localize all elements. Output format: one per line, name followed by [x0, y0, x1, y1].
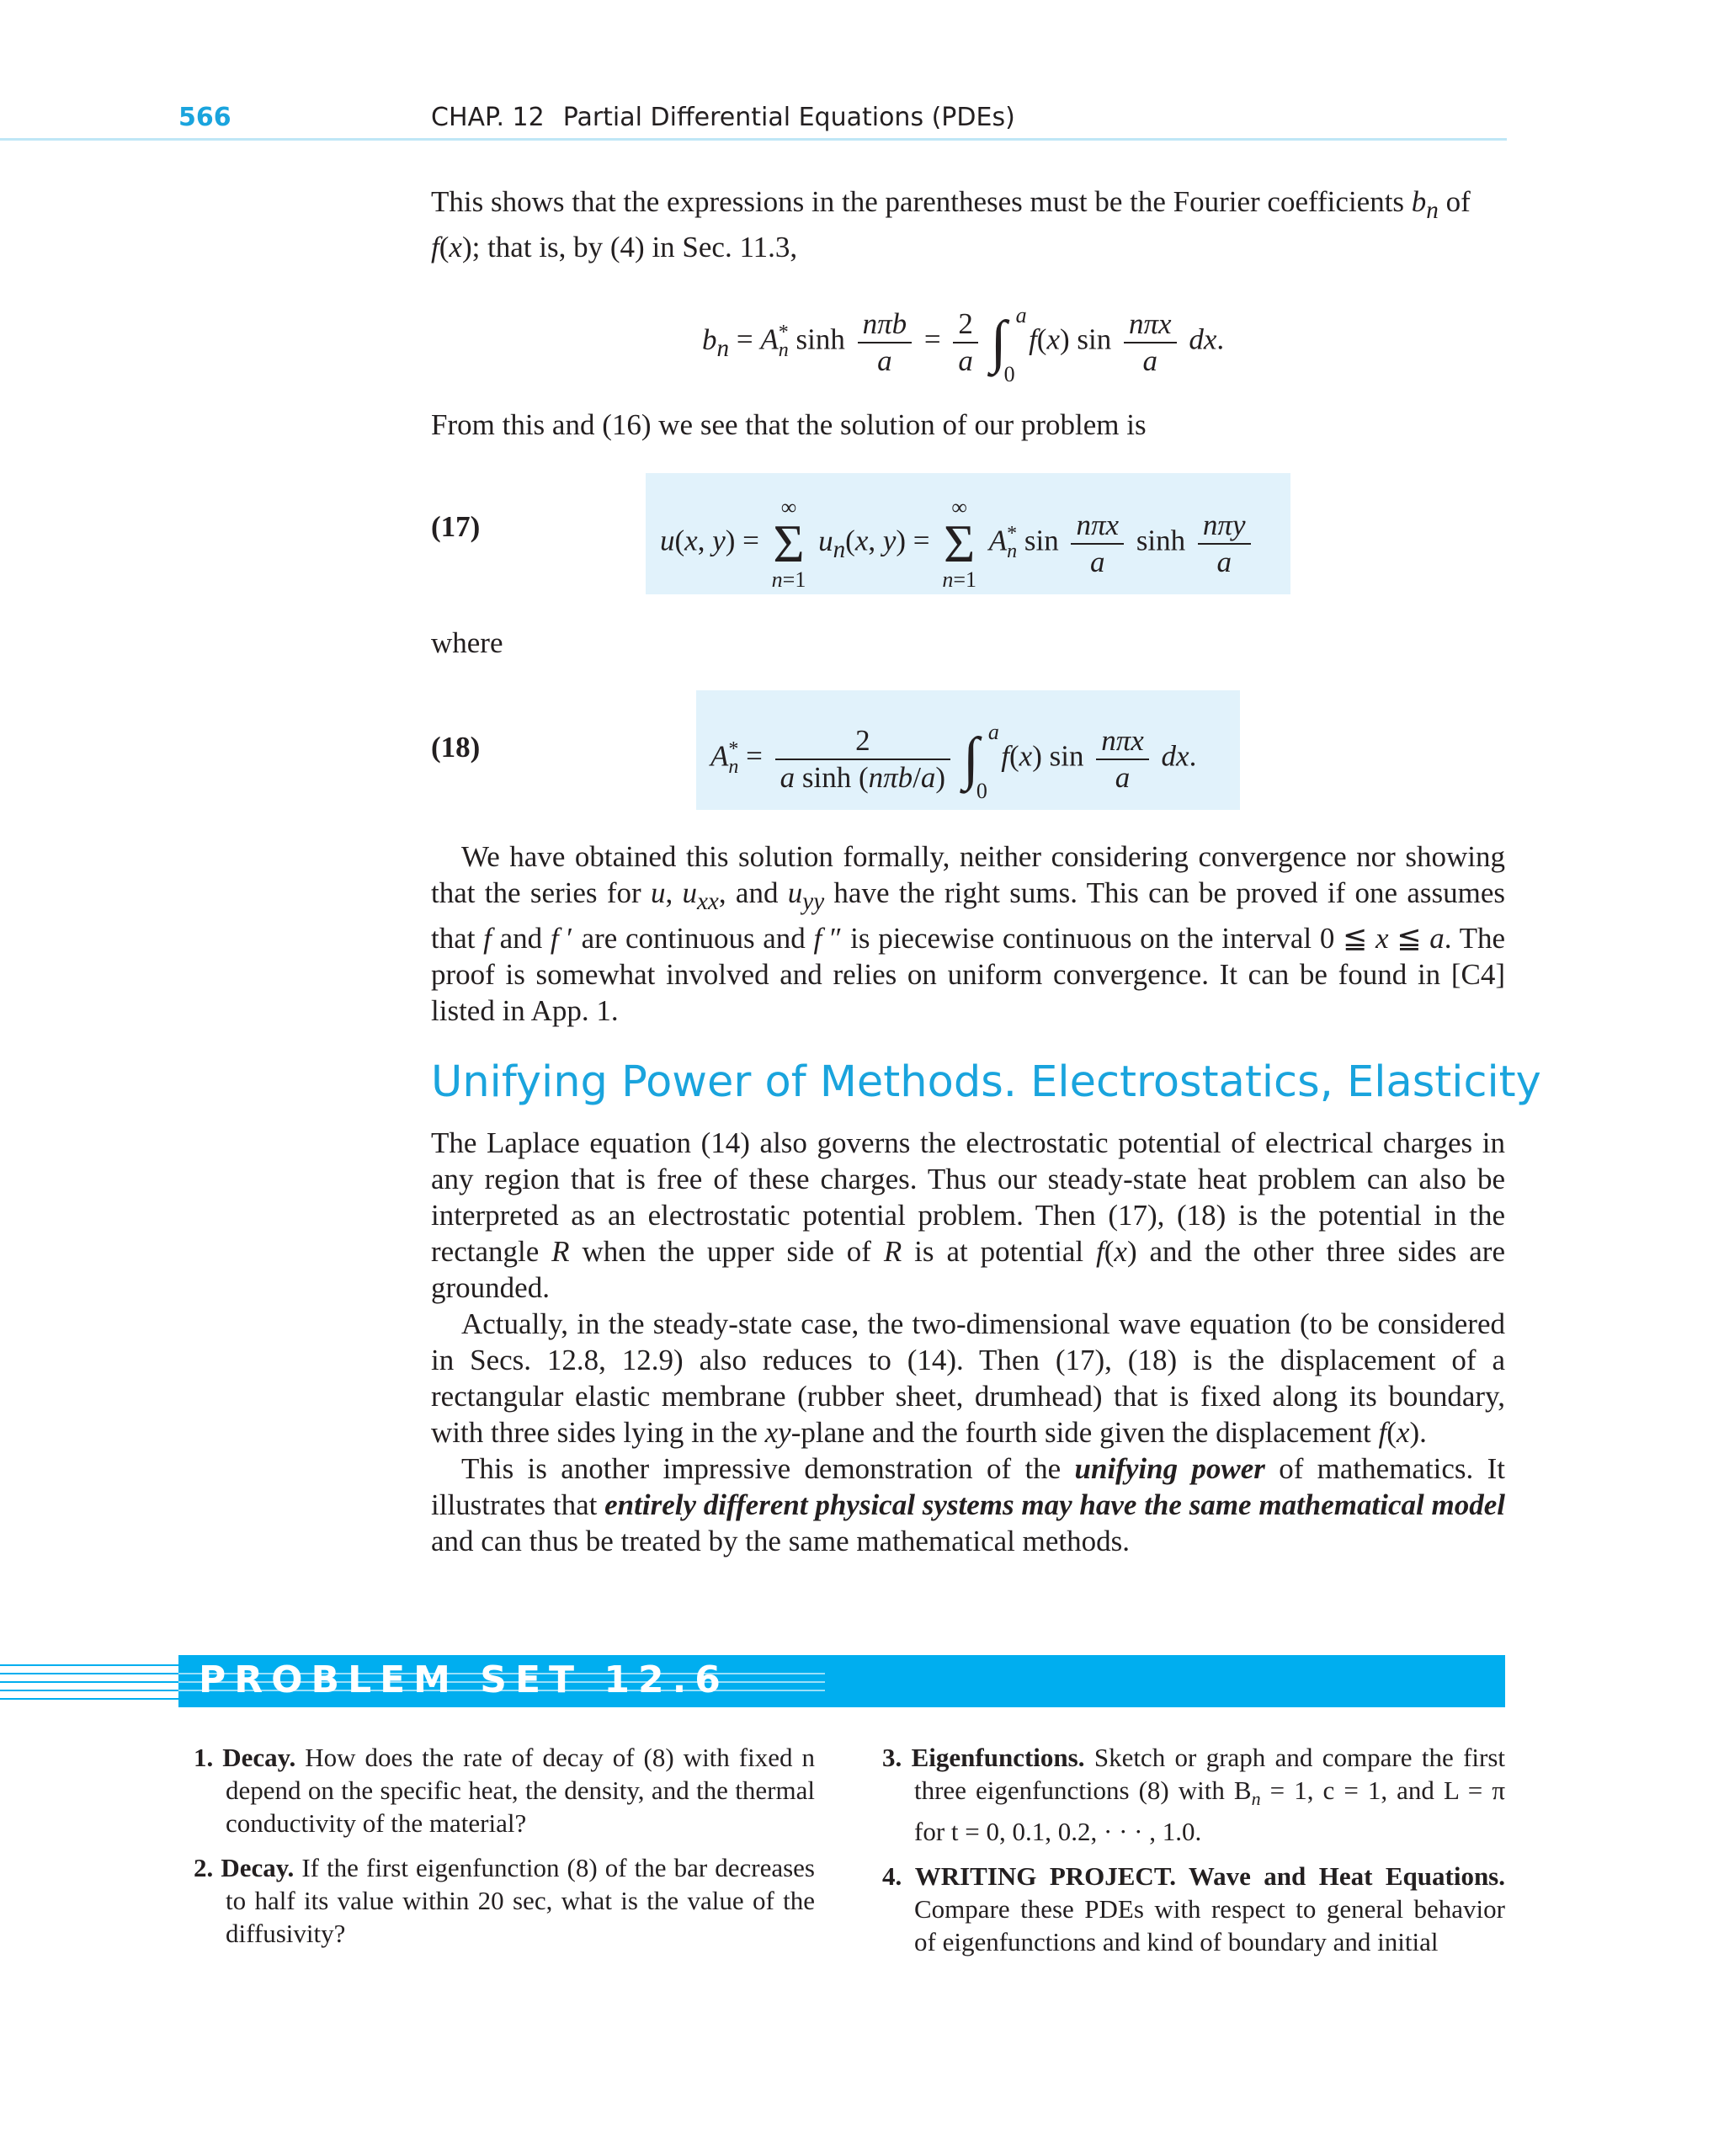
intro-text-1: This shows that the expressions in the parentheses must be the Fourier coefficients: [431, 185, 1412, 218]
page-number: 566: [178, 103, 231, 132]
math-fx: f: [431, 231, 439, 264]
intro-paragraph: This shows that the expressions in the parentheses must be the Fourier coefficients $b_n$ of f(x); that is, by (4) in Sec. 11.3,: [431, 185, 1471, 264]
problem-3: 3. Eigenfunctions. Sketch or graph and compare the first three eigenfunctions (8) with $B_n = 1$, c = 1, and L = π for t = 0, 0.1, 0.2, · · · , 1.0.: [882, 1743, 1506, 1847]
from-this-text: From this and (16) we see that the solution of our problem is: [431, 408, 1147, 441]
equation-18: $A^*_n$ = $\frac{2}{\text{a sinh (nπb/a)}}$ ∫ a 0 f(x) sin $\frac{\text{nπx}}{a}$ dx.: [710, 719, 1197, 803]
equation-bn: $b_n = A^*_n$ sinh $\frac{\text{nπb}}{a}$ = $\frac{2}{a}$ ∫ a 0 f(x) sin $\frac{\text{nπx}}{a}$ dx.: [702, 302, 1225, 386]
where-text: where: [431, 626, 503, 659]
chapter-label: CHAP. 12: [431, 103, 545, 132]
problem-1: 1. Decay. How does the rate of decay of (8) with fixed n depend on the specific heat, the density, and the thermal conductivity of the material?: [194, 1743, 815, 1838]
intro-text-2: ; that is, by (4) in Sec. 11.3,: [471, 231, 798, 264]
problem-set-title: PROBLEM SET 12.6: [199, 1658, 729, 1701]
intro-text-1b: of: [1438, 185, 1471, 218]
math-bn: $b_n$: [1411, 185, 1439, 224]
header-rule: [0, 138, 1507, 141]
equation-17: u(x, y) = ∞ Σ n=1 $u_n(x$, y) = ∞ Σ n=1 $A^*_n$ sin $\frac{\text{nπx}}{a}$ sinh $\frac{\text{nπy}}{a}$: [660, 483, 1256, 584]
problems-left-column: [194, 1741, 815, 1950]
paragraph-formal-solution: We have obtained this solution formally, neither considering convergence nor showing that the series for u, $u_{xx}$, and $u_{yy}$ have the right sums. This can be proved if one assumes that f and f ′ are continuous and f ″ is piecewise continuous on the interval 0 ≦ x ≦ a. The proof is somewhat involved and relies on uniform convergence. It can be found in [C4] listed in App. 1.: [431, 840, 1506, 1027]
equation-17-label: (17): [431, 510, 481, 543]
equation-18-label: (18): [431, 731, 481, 764]
problems-right-column: [882, 1741, 1505, 1958]
problem-2: 2. Decay. If the first eigenfunction (8) of the bar decreases to half its value within 20 sec, what is the value of the diffusivity?: [194, 1853, 815, 1948]
problem-4: 4. WRITING PROJECT. Wave and Heat Equations. Compare these PDEs with respect to general behavior of eigenfunctions and kind of boundary and initial: [882, 1861, 1505, 1957]
section-body: The Laplace equation (14) also governs the electrostatic potential of electrical charges in any region that is free of these charges. Thus our steady-state heat problem can also be interpreted as an electrostatic potential problem. Then (17), (18) is the potential in the rectangle R when the upper side of R is at potential f(x) and the other three sides are grounded. Actually, in the steady-state case, the two-dimensional wave equation (to be considered in Secs. 12.8, 12.9) also reduces to (14). Then (17), (18) is the displacement of a rectangular elastic membrane (rubber sheet, drumhead) that is fixed along its boundary, with three sides lying in the xy-plane and the fourth side given the displacement f(x). This is another impressive demonstration of the unifying power of mathematics. It illustrates that entirely different physical systems may have the same mathematical model and can thus be treated by the same mathematical methods.: [431, 1126, 1506, 1557]
section-heading: Unifying Power of Methods. Electrostatics, Elasticity: [431, 1057, 1541, 1107]
chapter-title: Partial Differential Equations (PDEs): [562, 103, 1015, 132]
running-header: [431, 103, 1015, 132]
